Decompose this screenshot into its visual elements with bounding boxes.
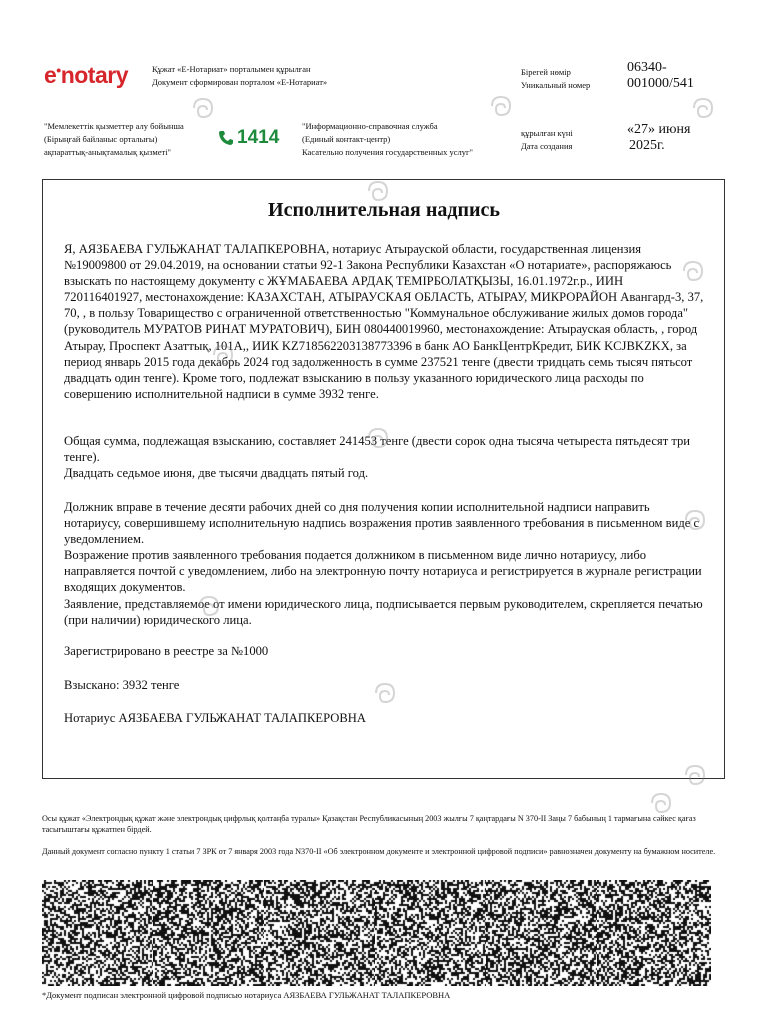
ornament-watermark-icon (488, 93, 514, 119)
qr-code (486, 880, 600, 986)
ornament-watermark-icon (682, 762, 708, 788)
ornament-watermark-icon (680, 258, 706, 284)
contact-center-phone: 1414 (218, 127, 279, 149)
enotary-logo: e•notary (44, 62, 128, 88)
qr-code (597, 880, 711, 986)
collected-line: Взыскано: 3932 тенге (64, 678, 180, 692)
qr-code (264, 880, 378, 986)
qr-code (375, 880, 489, 986)
service-kz: "Мемлекеттік қызметтер алу бойынша (Бірыңғай байланыс орталығы) ақпараттық-анықтамалық қызметі" (44, 121, 184, 157)
rights-section (64, 499, 704, 628)
service-ru: "Информационно-справочная служба (Единый контакт-центр) Касательно получения государственных услуг" (302, 121, 473, 157)
legal-notice-ru: Данный документ согласно пункту 1 статьи 7 ЗРК от 7 января 2003 года N370-II «Об электронном документе и электронной цифровой подписи» равнозначен документу на бумажном носителе. (42, 847, 716, 856)
rights-paragraph-2: Возражение против заявленного требования подается должником в письменном виде лично нотариусу, либо направляется почтой с уведомлением, либо на электронную почту нотариуса и регистрируется в журнале регистрации входящих документов. (64, 548, 702, 595)
ornament-watermark-icon (690, 95, 716, 121)
rights-paragraph-1: Должник вправе в течение десяти рабочих дней со дня получения копии исполнительной надписи направить нотариусу, совершившему исполнительную надпись возражения против заявленного требования в письменном виде с уведомлением. (64, 500, 700, 547)
document-title: Исполнительная надпись (268, 199, 500, 221)
creation-date: «27» июня 2025г. (627, 122, 691, 153)
ornament-watermark-icon (196, 593, 222, 619)
legal-notice-kz: Осы құжат «Электрондық құжат және электрондық цифрлық қолтаңба туралы» Қазақстан Республикасының 2003 жылғы 7 қаңтардағы N 370-II Заңы 7 бабының 1 тармағына сәйкес қағаз тасығыштағы құжатпен бірдей. (42, 814, 696, 834)
document-body (64, 241, 704, 402)
notary-line: Нотариус АЯЗБАЕВА ГУЛЬЖАНАТ ТАЛАПКЕРОВНА (64, 711, 366, 725)
main-paragraph: Я, АЯЗБАЕВА ГУЛЬЖАНАТ ТАЛАПКЕРОВНА, нотариус Атырауской области, государственная лицензия №19009800 от 29.04.2019, на основании статьи 92-1 Закона Республики Казахстан «О нотариате», распоряжаюсь взыскать по настоящему документу с ЖҰМАБАЕВА АРДАҚ ТЕМІРБОЛАТҚЫЗЫ, 16.01.1972г.р., ИИН 720116401927, местонахождение: КАЗАХСТАН, АТЫРАУСКАЯ ОБЛАСТЬ, АТЫРАУ, МИКРОРАЙОН Авангард-3, 37, 70, , в пользу Товарищество с ограниченной ответственностью "Коммунальное обслуживание жилых домов города" (руководитель МУРАТОВ РИНАТ МУРАТОВИЧ), БИН 080440019960, местонахождение: Атырауская область, , город Атырау, Проспект Азаттық, 101А,, ИИК KZ718562203138773396 в банк АО БанкЦентрКредит, БИК KCJBKZKX, за период январь 2015 года декабрь 2024 год задолженность в сумме 237521 тенге (двести тридцать семь тысяч пятьсот двадцать один тенге). Кроме того, подлежат взысканию в пользу указанного юридического лица расходы по совершению исполнительной надписи в сумме 3932 тенге. (64, 242, 704, 401)
ornament-watermark-icon (210, 342, 236, 368)
phone-icon (218, 130, 234, 146)
unique-number: 06340- 001000/541 (627, 60, 694, 91)
registry-line: Зарегистрировано в реестре за №1000 (64, 644, 269, 658)
ornament-watermark-icon (365, 178, 391, 204)
date-label: құрылған күні Дата создания (521, 128, 573, 151)
unique-number-label: Бірегей нөмір Уникальный номер (521, 67, 591, 90)
ornament-watermark-icon (365, 425, 391, 451)
qr-code (153, 880, 267, 986)
ornament-watermark-icon (372, 680, 398, 706)
qr-code (42, 880, 156, 986)
portal-text: Құжат «Е-Нотариат» порталымен құрылған Документ сформирован порталом «Е-Нотариат» (152, 64, 328, 87)
total-paragraph: Общая сумма, подлежащая взысканию, составляет 241453 тенге (двести сорок одна тысяча четыреста пятьдесят три тенге). (64, 434, 691, 465)
ornament-watermark-icon (190, 95, 216, 121)
rights-paragraph-3: Заявление, представляемое от имени юридического лица, подписывается первым руководителем, скрепляется печатью (при наличии) юридического лица. (64, 596, 703, 627)
date-words: Двадцать седьмое июня, две тысячи двадцать пятый год. (64, 466, 369, 481)
ornament-watermark-icon (682, 507, 708, 533)
signature-note: *Документ подписан электронной цифровой подписью нотариуса АЯЗБАЕВА ГУЛЬЖАНАТ ТАЛАПКЕРОВНА (42, 990, 451, 1000)
